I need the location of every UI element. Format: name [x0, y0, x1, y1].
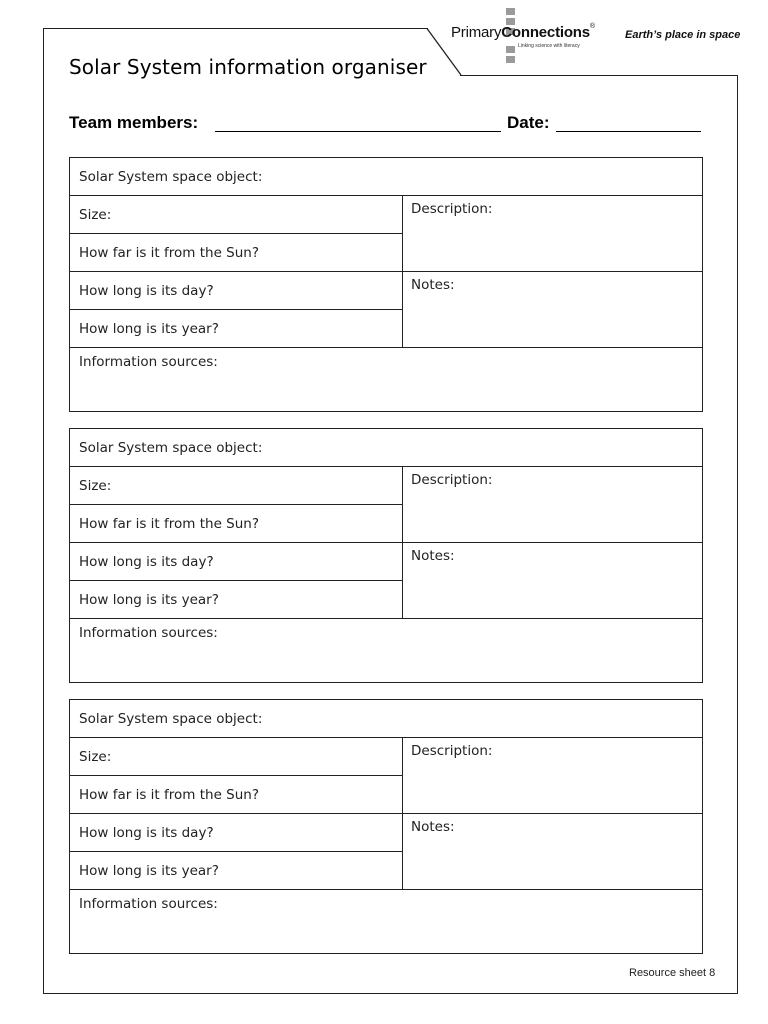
notes-field[interactable]	[403, 272, 702, 348]
space-object-field[interactable]	[70, 700, 702, 738]
information-sources-field[interactable]	[70, 619, 702, 682]
size-field[interactable]	[70, 196, 402, 234]
space-object-field[interactable]	[70, 429, 702, 467]
organiser-block	[69, 699, 703, 954]
logo-tagline: Linking science with literacy	[518, 43, 580, 49]
distance-label: How far is it from the Sun?	[79, 787, 260, 803]
size-field[interactable]	[70, 467, 402, 505]
space-object-field[interactable]	[70, 158, 702, 196]
description-label: Description:	[411, 743, 493, 759]
description-label: Description:	[411, 472, 493, 488]
logo-wordmark	[451, 24, 595, 41]
unit-name: Earth’s place in space	[625, 29, 741, 41]
frame-top-left	[43, 28, 428, 29]
distance-field[interactable]	[70, 234, 402, 272]
year-length-field[interactable]	[70, 581, 402, 619]
year-length-label: How long is its year?	[79, 321, 219, 337]
description-field[interactable]	[403, 467, 702, 543]
size-label: Size:	[79, 207, 112, 223]
size-field[interactable]	[70, 738, 402, 776]
information-sources-field[interactable]	[70, 890, 702, 953]
logo-connections: Connections	[501, 24, 590, 41]
year-length-field[interactable]	[70, 310, 402, 348]
distance-label: How far is it from the Sun?	[79, 245, 260, 261]
team-members-label: Team members:	[69, 113, 199, 132]
notes-label: Notes:	[411, 277, 455, 293]
date-field[interactable]	[556, 131, 701, 132]
organiser-block	[69, 428, 703, 683]
team-members-field[interactable]	[215, 131, 501, 132]
organiser-block	[69, 157, 703, 412]
day-length-label: How long is its day?	[79, 825, 214, 841]
notes-field[interactable]	[403, 543, 702, 619]
information-sources-label: Information sources:	[79, 354, 218, 370]
day-length-field[interactable]	[70, 814, 402, 852]
information-sources-label: Information sources:	[79, 625, 218, 641]
frame-bottom	[43, 993, 738, 994]
day-length-label: How long is its day?	[79, 554, 214, 570]
size-label: Size:	[79, 749, 112, 765]
distance-label: How far is it from the Sun?	[79, 516, 260, 532]
notes-label: Notes:	[411, 548, 455, 564]
space-object-label: Solar System space object:	[79, 169, 263, 185]
logo-primary: Primary	[451, 24, 502, 41]
information-sources-label: Information sources:	[79, 896, 218, 912]
year-length-label: How long is its year?	[79, 592, 219, 608]
date-label: Date:	[507, 113, 550, 132]
day-length-field[interactable]	[70, 543, 402, 581]
page-title: Solar System information organiser	[69, 55, 427, 79]
frame-right	[737, 75, 738, 994]
notes-label: Notes:	[411, 819, 455, 835]
information-sources-field[interactable]	[70, 348, 702, 411]
logo-registered: ®	[589, 23, 595, 30]
frame-left	[43, 28, 44, 994]
distance-field[interactable]	[70, 505, 402, 543]
description-field[interactable]	[403, 196, 702, 272]
day-length-field[interactable]	[70, 272, 402, 310]
description-field[interactable]	[403, 738, 702, 814]
resource-sheet-label: Resource sheet 8	[629, 967, 716, 979]
notes-field[interactable]	[403, 814, 702, 890]
description-label: Description:	[411, 201, 493, 217]
year-length-field[interactable]	[70, 852, 402, 890]
year-length-label: How long is its year?	[79, 863, 219, 879]
size-label: Size:	[79, 478, 112, 494]
space-object-label: Solar System space object:	[79, 711, 263, 727]
team-date-row	[69, 113, 709, 137]
distance-field[interactable]	[70, 776, 402, 814]
space-object-label: Solar System space object:	[79, 440, 263, 456]
day-length-label: How long is its day?	[79, 283, 214, 299]
frame-top-right	[460, 75, 738, 76]
